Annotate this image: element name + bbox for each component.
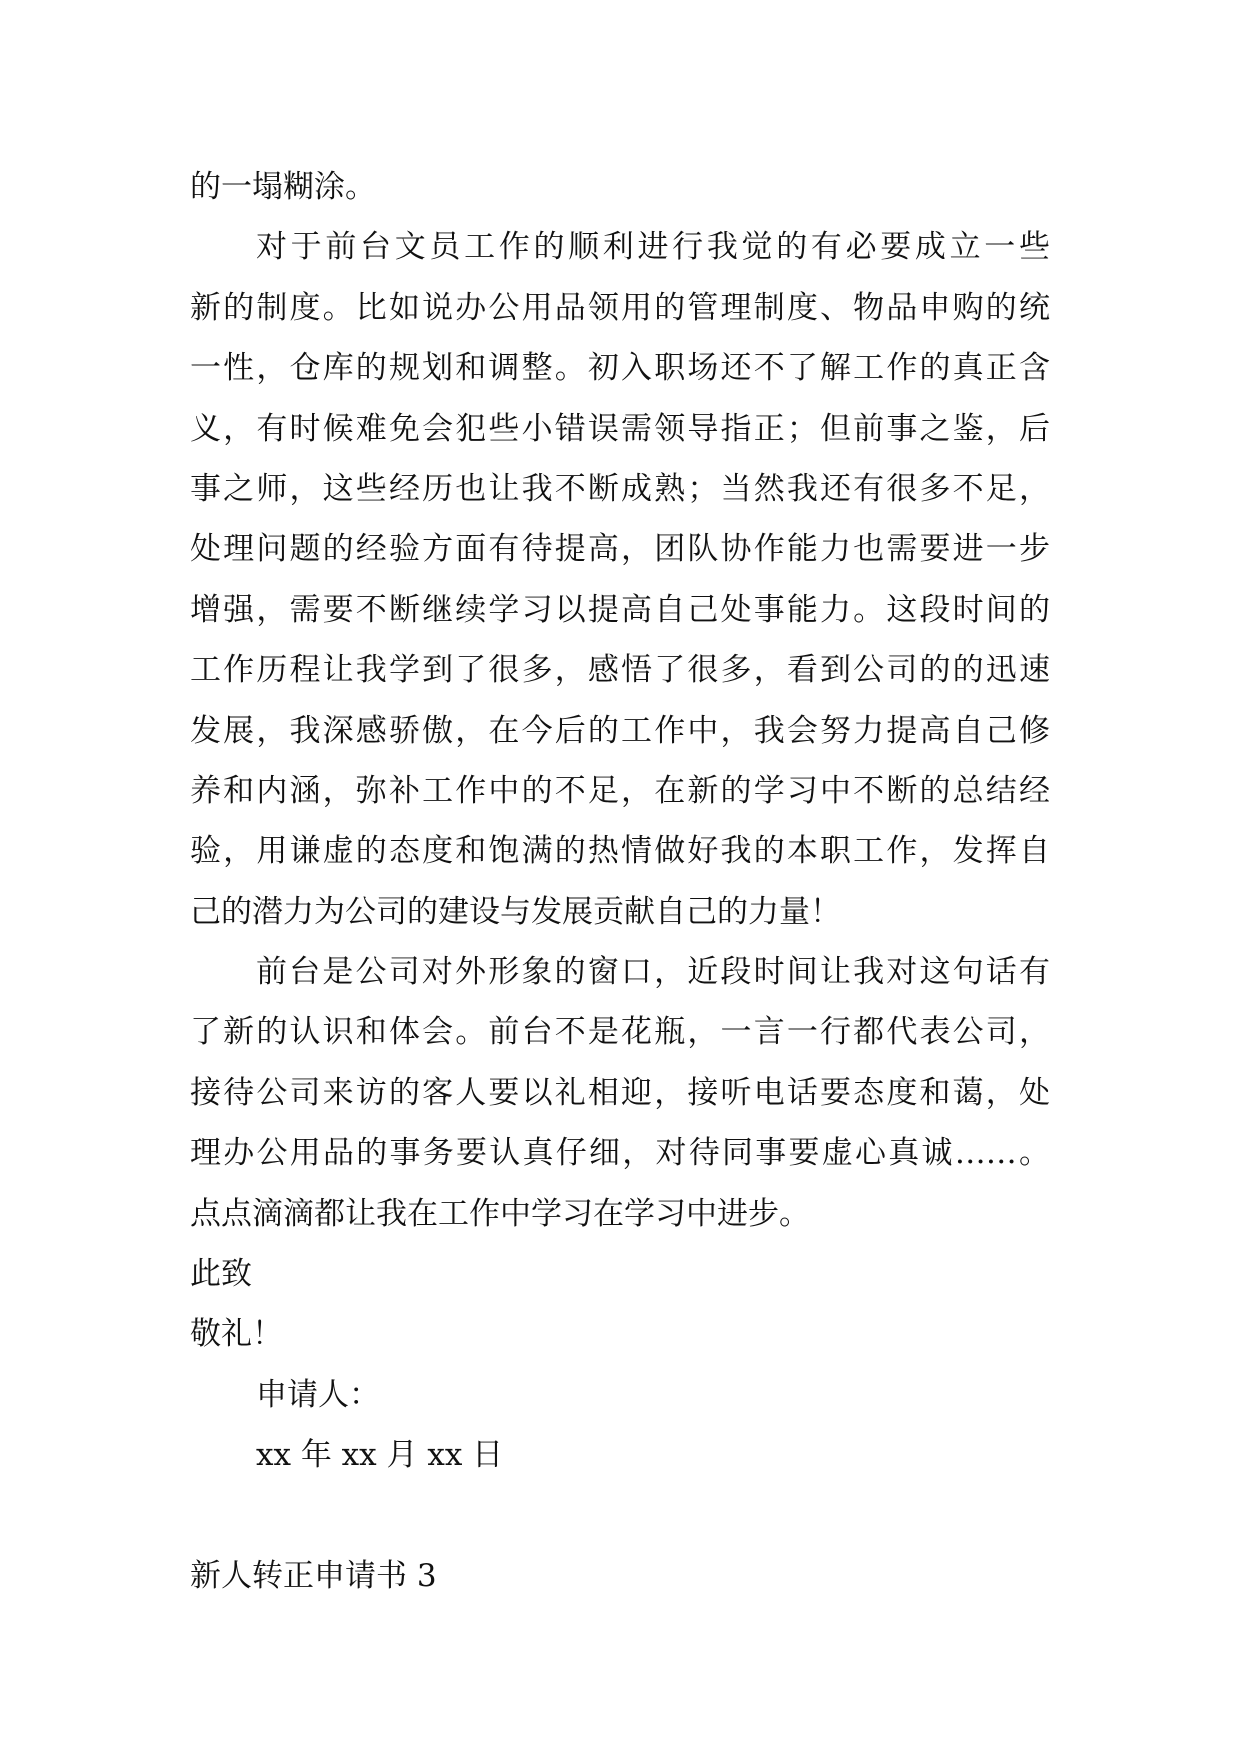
paragraph-line: 一性，仓库的规划和调整。初入职场还不了解工作的真正含: [190, 350, 1050, 387]
paragraph-line: 发展，我深感骄傲，在今后的工作中，我会努力提高自己修: [190, 712, 1050, 749]
signature-date: xx 年 xx 月 xx 日: [256, 1437, 504, 1474]
paragraph-line: 验，用谦虚的态度和饱满的热情做好我的本职工作，发挥自: [190, 833, 1050, 870]
signature-block: [190, 1365, 1050, 1486]
paragraph-front-desk-system: [190, 217, 1050, 942]
next-section-title: 新人转正申请书 3: [190, 1557, 437, 1594]
closing-block: [190, 1244, 1050, 1365]
paragraph-line: 接待公司来访的客人要以礼相迎，接听电话要态度和蔼，处: [190, 1074, 1050, 1111]
applicant-label: 申请人：: [256, 1376, 380, 1413]
paragraph-line: 理办公用品的事务要认真仔细，对待同事要虚心真诚……。: [190, 1135, 1050, 1172]
paragraph-continuation: [190, 157, 1050, 217]
paragraph-line: 点点滴滴都让我在工作中学习在学习中进步。: [190, 1195, 810, 1232]
paragraph-line: 增强，需要不断继续学习以提高自己处事能力。这段时间的: [190, 591, 1050, 628]
paragraph-line: 前台是公司对外形象的窗口，近段时间让我对这句话有: [256, 954, 1050, 991]
paragraph-front-desk-image: [190, 942, 1050, 1244]
paragraph-line: 事之师，这些经历也让我不断成熟；当然我还有很多不足，: [190, 470, 1050, 507]
paragraph-line: 了新的认识和体会。前台不是花瓶，一言一行都代表公司，: [190, 1014, 1050, 1051]
paragraph-line: 工作历程让我学到了很多，感悟了很多，看到公司的的迅速: [190, 652, 1050, 689]
paragraph-line: 对于前台文员工作的顺利进行我觉的有必要成立一些: [256, 229, 1050, 266]
paragraph-line: 新的制度。比如说办公用品领用的管理制度、物品申购的统: [190, 289, 1050, 326]
paragraph-line: 的一塌糊涂。: [190, 169, 376, 205]
paragraph-line: 处理问题的经验方面有待提高，团队协作能力也需要进一步: [190, 531, 1050, 568]
closing-salutation: 此致: [190, 1256, 252, 1293]
section-spacer: [190, 1486, 1050, 1546]
paragraph-line: 养和内涵，弥补工作中的不足，在新的学习中不断的总结经: [190, 772, 1050, 809]
closing-regards: 敬礼！: [190, 1316, 283, 1353]
paragraph-line: 义，有时候难免会犯些小错误需领导指正；但前事之鉴，后: [190, 410, 1050, 447]
document-content: [190, 157, 1050, 1606]
next-section: [190, 1546, 1050, 1606]
paragraph-line: 己的潜力为公司的建设与发展贡献自己的力量！: [190, 893, 841, 930]
